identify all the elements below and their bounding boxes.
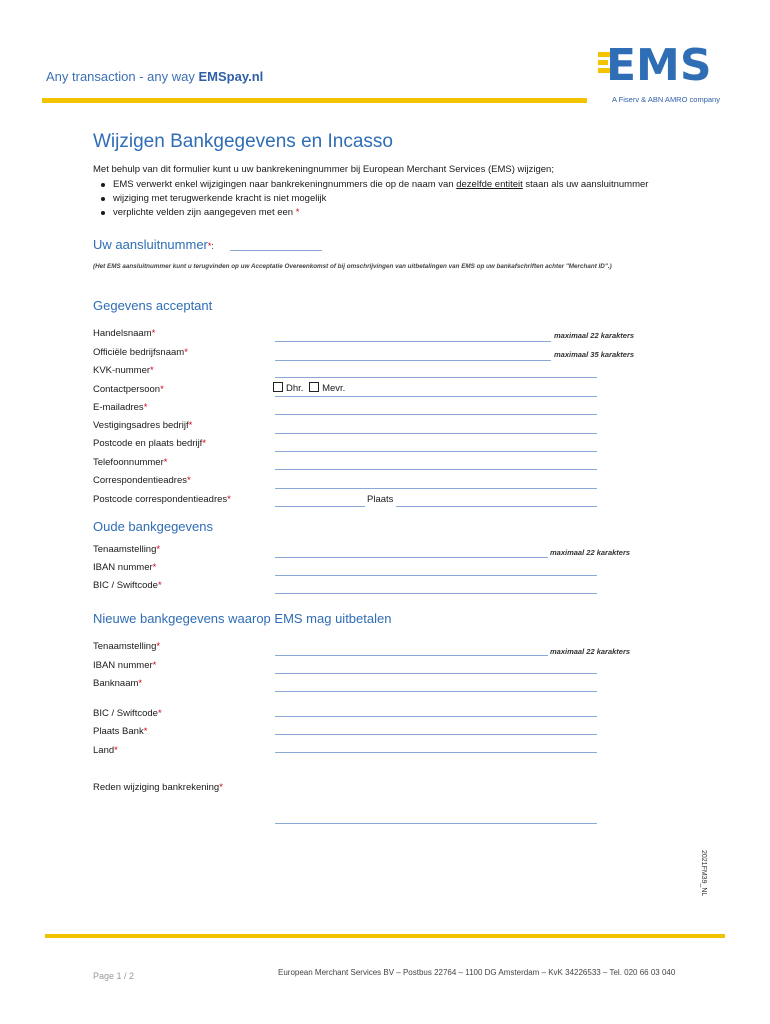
dhr-checkbox[interactable] — [273, 382, 283, 392]
label-text: Plaats Bank — [93, 726, 144, 737]
oude-tenaamstelling-input[interactable] — [275, 557, 548, 558]
required-mark: * — [184, 347, 188, 358]
label-text: IBAN nummer — [93, 562, 153, 573]
label-text: IBAN nummer — [93, 660, 153, 671]
required-mark: * — [151, 328, 156, 339]
land-input[interactable] — [275, 752, 597, 753]
label-text: Handelsnaam — [93, 328, 152, 339]
corr-plaats-input[interactable] — [396, 506, 597, 507]
label-handelsnaam — [93, 328, 155, 339]
label-email — [93, 402, 147, 413]
label-text: Tenaamstelling — [93, 641, 157, 652]
label-banknaam — [93, 678, 142, 689]
mevr-checkbox[interactable] — [309, 382, 319, 392]
required-mark: * — [143, 726, 148, 737]
label-text: BIC / Swiftcode — [93, 580, 158, 591]
bullet-text: EMS verwerkt enkel wijzigingen naar bankrekeningnummers die op de naam van — [113, 179, 457, 190]
bullet-item — [99, 178, 648, 192]
label-vestigingsadres — [93, 420, 192, 431]
required-mark: * — [157, 708, 162, 719]
label-text: Tenaamstelling — [93, 544, 157, 555]
colon: : — [211, 241, 214, 251]
bullet-item — [99, 206, 648, 220]
bedrijfsnaam-input[interactable] — [275, 360, 551, 361]
section-nieuwe-bankgegevens: Nieuwe bankgegevens waarop EMS mag uitbetalen — [93, 611, 392, 626]
nieuwe-bic-input[interactable] — [275, 716, 597, 717]
required-mark: * — [157, 580, 162, 591]
label-text: Postcode en plaats bedrijf — [93, 438, 203, 449]
page-title: Wijzigen Bankgegevens en Incasso — [93, 131, 393, 152]
plaats-bank-input[interactable] — [275, 734, 597, 735]
bullet-text: verplichte velden zijn aangegeven met een — [113, 207, 294, 218]
label-text: Banknaam — [93, 678, 139, 689]
footer-rule — [45, 934, 725, 938]
label-text: E-mailadres — [93, 402, 144, 413]
label-bedrijfsnaam — [93, 347, 188, 358]
label-text: Vestigingsadres bedrijf — [93, 420, 189, 431]
postcode-input[interactable] — [275, 451, 597, 452]
label-nieuwe-iban — [93, 660, 156, 671]
required-mark: * — [143, 402, 148, 413]
dhr-label: Dhr. — [286, 383, 304, 394]
label-text: Postcode correspondentieadres — [93, 494, 228, 505]
required-mark: * — [295, 207, 300, 218]
label-text: Correspondentieadres — [93, 475, 188, 486]
logo-text: EMS — [606, 40, 712, 86]
hint-oude-tenaamstelling: maximaal 22 karakters — [550, 548, 631, 557]
required-mark: * — [150, 365, 154, 376]
tagline-prefix: Any transaction - any way — [46, 69, 195, 84]
required-mark: * — [138, 678, 143, 689]
required-mark: * — [187, 475, 191, 486]
required-mark: * — [207, 241, 212, 251]
label-nieuwe-bic — [93, 708, 162, 719]
hint-bedrijfsnaam: maximaal 35 karakters — [554, 350, 635, 359]
label-contactpersoon — [93, 384, 164, 395]
label-text: KVK-nummer — [93, 365, 151, 376]
logo-subtitle: A Fiserv & ABN AMRO company — [612, 95, 720, 104]
banknaam-input[interactable] — [275, 691, 597, 692]
required-mark: * — [202, 438, 207, 449]
salutation-choices — [273, 382, 345, 394]
label-corr-adres — [93, 475, 191, 486]
label-oude-tenaamstelling — [93, 544, 160, 555]
kvk-input[interactable] — [275, 377, 597, 378]
section-oude-bankgegevens: Oude bankgegevens — [93, 519, 213, 534]
aansluitnummer-note: (Het EMS aansluitnummer kunt u terugvinden op uw Acceptatie Overeenkomst of bij omschrijvingen van uitbetalingen van EMS op uw bankafschriften achter "Merchant ID".) — [93, 263, 612, 270]
label-text: Officiële bedrijfsnaam — [93, 347, 185, 358]
required-mark: * — [160, 384, 164, 395]
nieuwe-iban-input[interactable] — [275, 673, 597, 674]
page-number: Page 1 / 2 — [93, 971, 135, 981]
telefoon-input[interactable] — [275, 469, 597, 470]
contactpersoon-input[interactable] — [275, 396, 597, 397]
required-mark: * — [219, 782, 223, 793]
label-kvk — [93, 365, 154, 376]
reden-input[interactable] — [275, 823, 597, 824]
label-postcode — [93, 438, 206, 449]
required-mark: * — [152, 562, 157, 573]
email-input[interactable] — [275, 414, 597, 415]
required-mark: * — [227, 494, 231, 505]
intro-bullets — [99, 178, 648, 220]
vestigingsadres-input[interactable] — [275, 433, 597, 434]
label-text: Telefoonnummer — [93, 457, 164, 468]
label-plaats-bank — [93, 726, 147, 737]
required-mark: * — [163, 457, 168, 468]
corr-adres-input[interactable] — [275, 488, 597, 489]
aansluitnummer-label — [93, 237, 214, 252]
mevr-label: Mevr. — [322, 383, 346, 394]
bullet-text: staan als uw aansluitnummer — [522, 179, 649, 190]
label-oude-iban — [93, 562, 156, 573]
handelsnaam-input[interactable] — [275, 341, 551, 342]
corr-postcode-input[interactable] — [275, 506, 365, 507]
required-mark: * — [156, 544, 161, 555]
label-text: Land — [93, 745, 115, 756]
oude-bic-input[interactable] — [275, 593, 597, 594]
required-mark: * — [156, 641, 161, 652]
header-rule — [42, 98, 587, 103]
footer-address: European Merchant Services BV – Postbus 22764 – 1100 DG Amsterdam – KvK 34226533 – Tel. 020 66 03 040 — [278, 968, 676, 977]
label-corr-postcode — [93, 494, 231, 505]
label-plaats: Plaats — [367, 494, 394, 505]
label-text: Contactpersoon — [93, 384, 161, 395]
label-land — [93, 745, 118, 756]
hint-handelsnaam: maximaal 22 karakters — [554, 331, 635, 340]
aansluitnummer-input[interactable] — [230, 250, 322, 251]
bullet-item — [99, 192, 648, 206]
required-mark: * — [114, 745, 118, 756]
tagline-brand: EMSpay.nl — [198, 69, 264, 84]
section-acceptant: Gegevens acceptant — [93, 298, 213, 313]
header-tagline — [46, 69, 263, 84]
label-oude-bic — [93, 580, 162, 591]
label-telefoon — [93, 457, 167, 468]
label-nieuwe-tenaamstelling — [93, 641, 160, 652]
bullet-underlined: dezelfde entiteit — [456, 179, 523, 190]
intro-text: Met behulp van dit formulier kunt u uw bankrekeningnummer bij European Merchant Services (EMS) wijzigen; — [93, 164, 554, 175]
aansluitnummer-text: Uw aansluitnummer — [93, 237, 208, 252]
ems-logo — [598, 38, 726, 86]
bullet-text: wijziging met terugwerkende kracht is niet mogelijk — [113, 193, 327, 204]
required-mark: * — [188, 420, 193, 431]
label-text: BIC / Swiftcode — [93, 708, 158, 719]
oude-iban-input[interactable] — [275, 575, 597, 576]
label-reden — [93, 782, 223, 793]
form-code: 2021FM39_NL — [700, 850, 707, 897]
nieuwe-tenaamstelling-input[interactable] — [275, 655, 548, 656]
hint-nieuwe-tenaamstelling: maximaal 22 karakters — [550, 647, 631, 656]
required-mark: * — [152, 660, 157, 671]
label-text: Reden wijziging bankrekening — [93, 782, 220, 793]
